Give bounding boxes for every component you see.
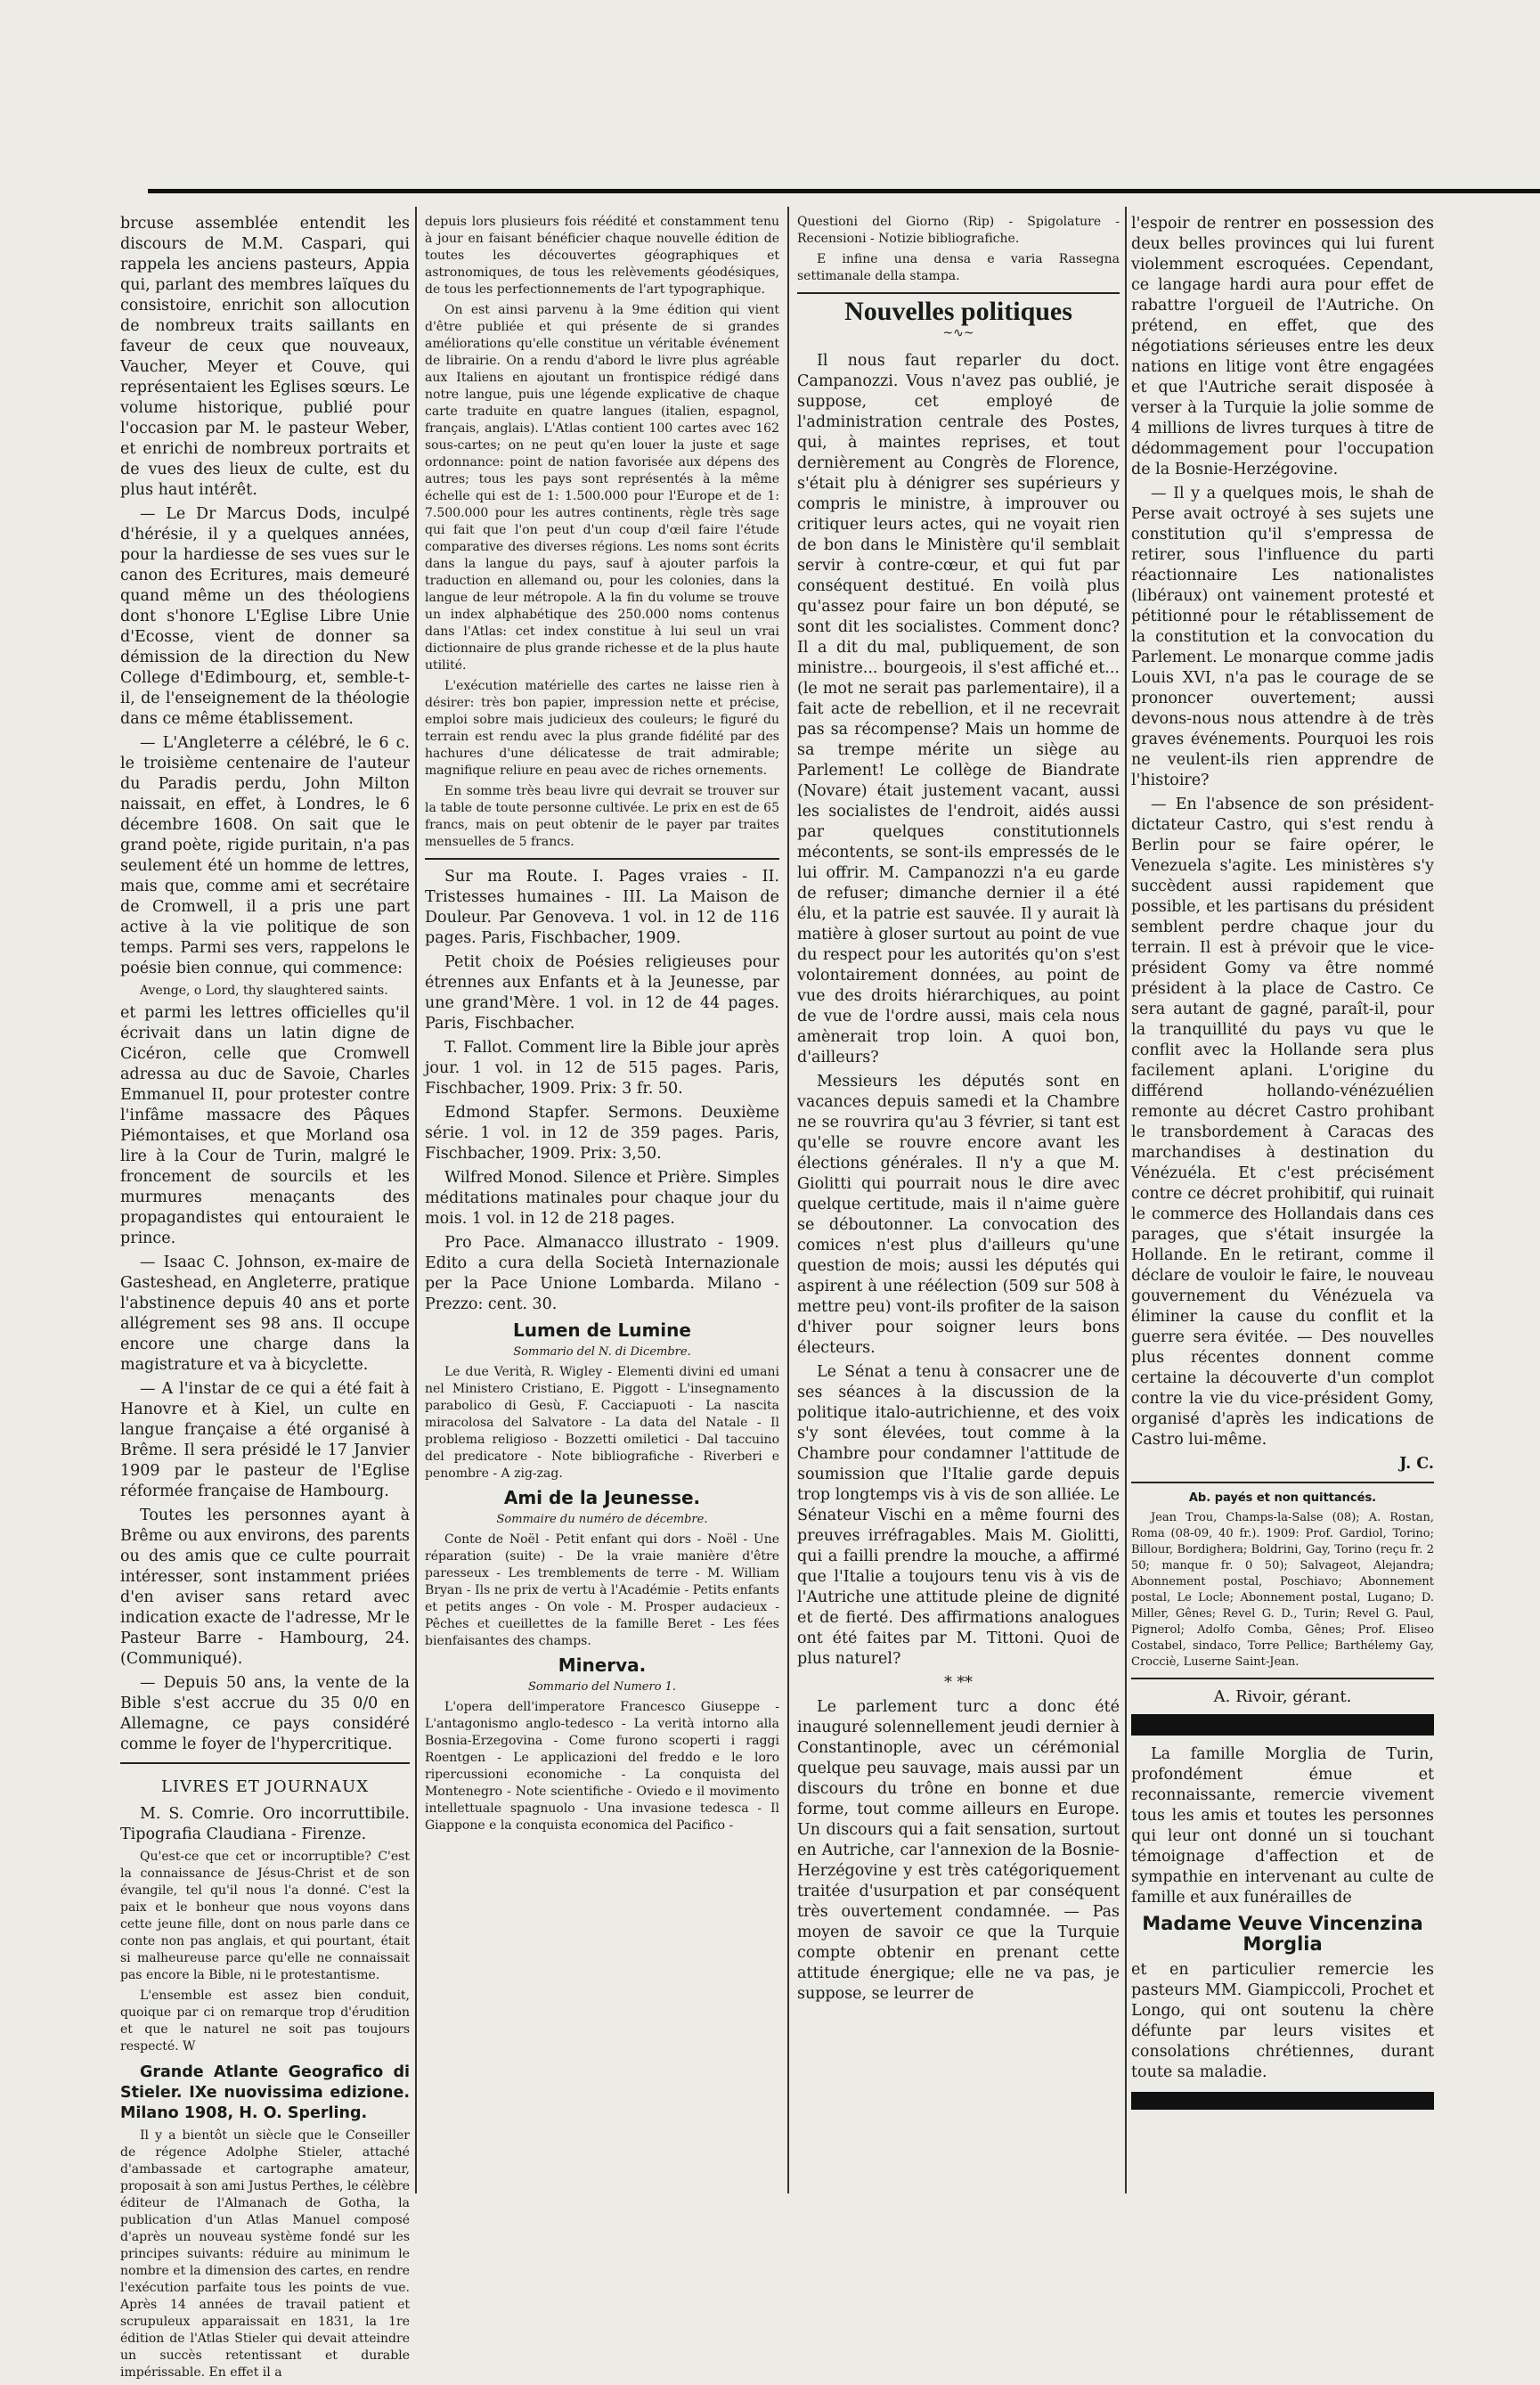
book-review: Il y a bientôt un siècle que le Conseiller de régence Adolphe Stieler, attaché d'ambassade et cartographe amateur, proposait à son ami Justus Perthes, le célèbre éditeur de l'Almanach de Gotha, la publication d'un Atlas Manuel composé d'après un nouveau système fondé sur les principes suivants: réduire au minimum le nombre et la dimension des cartes, en rendre l'exécution parfaite tous les points de vue. Après 14 années de travail patient et scrupuleux apparaissait en 1831, la 1re édition de l'Atlas Stieler qui devait atteindre un succès retentissant et durable impérissable. En effet il a	[120, 2128, 410, 2380]
mourning-bar	[1131, 1714, 1434, 1736]
article-paragraph: brcuse assemblée entendit les discours de M.M. Caspari, qui rappela les anciens pasteurs, Appia qui, parlant des membres laïques du consistoire, enrichit son allocution de nombreux traits saillants en faveur de ceux que nouveaux, Vaucher, Meyer et Couve, qui représentaient les Eglises sœurs. Le volume historique, publié pour l'occasion par M. le pasteur Weber, et enrichi de nombreux portraits et de vues des lieux de culte, est du plus haut intérêt.	[120, 215, 410, 499]
book-review: L'ensemble est assez bien conduit, quoique par ci on remarque trop d'érudition et que le naturel ne soit pas toujours respecté. W	[120, 1989, 410, 2054]
ornament: ~∿~	[942, 326, 974, 340]
top-rule	[148, 189, 1540, 193]
section-divider	[797, 292, 1120, 294]
section-title: Nouvelles politiques	[844, 297, 1072, 326]
separator-stars: * **	[944, 1674, 973, 1692]
periodical-contents: L'opera dell'imperatore Francesco Giuseppe - L'antagonismo anglo-tedesco - La verità intorno alla Bosnia-Erzegovina - Come furono scoperti i raggi Roentgen - Le applicazioni del freddo e le loro ripercussioni economiche - La conquista del Montenegro - Note scientifiche - Oviedo e il movimento intellettuale spagnuolo - Una invasione tedesca - Il Giappone e la conquista economica del Pacifico -	[425, 1700, 779, 1833]
periodical-title: Lumen de Lumine	[513, 1319, 691, 1341]
book-title: Grande Atlante Geografico di Stieler. IXe nuovissima edizione. Milano 1908, H. O. Sperling.	[120, 2063, 410, 2122]
book-title: M. S. Comrie. Oro incorruttibile. Tipografia Claudiana - Firenze.	[120, 1805, 410, 1843]
periodical-contents: Conte de Noël - Petit enfant qui dors - Noël - Une réparation (suite) - De la vraie manière d'être paresseux - Les tremblements de terre - M. William Bryan - Ils ne prix de vertu à l'Académie - Petits enfants et petits anges - On vole - M. Prosper audacieux - Pêches et cueillettes de la famille Beret - Les fées bienfaisantes des champs.	[425, 1532, 779, 1648]
article-paragraph: Messieurs les députés sont en vacances depuis samedi et la Chambre ne se rouvrira qu'au 3 février, si tant est qu'elle se rouvre encore avant les élections générales. Il n'y a que M. Giolitti qui pourrait nous le dire avec quelque certitude, mais il n'aime guère se déboutonner. La convocation des comices n'est plus d'ailleurs qu'une question de mois; aussi les députés qui aspirent à une réélection (509 sur 508 à mettre peu) vont-ils profiter de la saison d'hiver pour soigner leurs bons électeurs.	[797, 1073, 1120, 1357]
periodical-subtitle: Sommaire du numéro de décembre.	[496, 1513, 708, 1526]
book-review: On est ainsi parvenu à la 9me édition qui vient d'être publiée et qui présente de si grandes améliorations qu'elle constitue un véritable événement de librairie. On a rendu d'abord le livre plus agréable aux Italiens en ajoutant un frontispice rédigé dans notre langue, puis une légende explicative de chaque carte traduite en quatre langues (italien, espagnol, français, anglais). L'Atlas contient 100 cartes avec 162 sous-cartes; on ne peut qu'en louer la juste et sage ordonnance: point de nation favorisée aux dépens des autres; tous les pays sont représentés à la même échelle qui est de 1: 1.500.000 pour l'Europe et de 1: 7.500.000 pour les autres continents, règle très sage qui fait que l'on peut d'un coup d'œil faire l'étude comparative des diverses régions. Les noms sont écrits dans la langue du pays, sauf à ajouter parfois la traduction en allemand ou, pour les colonies, dans la langue de leur métropole. A la fin du volume se trouve un index alphabétique des 250.000 noms contenus dans l'Atlas: cet index constitue à lui seul un vrai dictionnaire de plus grande richesse et de la plus haute utilité.	[425, 303, 779, 673]
article-paragraph: — Isaac C. Johnson, ex-maire de Gasteshead, en Angleterre, pratique l'abstinence depuis 40 ans et porte allégrement ses 98 ans. Il occupe encore une charge dans la magistrature et va à bicyclette.	[120, 1254, 410, 1374]
article-paragraph: — L'Angleterre a célébré, le 6 c. le troisième centenaire de l'auteur du Paradis perdu, John Milton naissait, en effet, à Londres, le 6 décembre 1608. On sait que le grand poète, rigide puritain, n'a pas seulement été un homme de lettres, mais que, comme ami et secrétaire de Cromwell, il a pris une part active à la vie politique de son temps. Parmi ses vers, rappelons le poésie bien connue, qui commence:	[120, 734, 410, 977]
column-2	[425, 214, 779, 1838]
article-paragraph: l'espoir de rentrer en possession des deux belles provinces qui lui furent violemment escroquées. Cependant, ce langage hardi aura pour effet de rabattre l'orgueil de l'Autriche. On prétend, en effet, que des négotiations sérieuses entre les deux nations en litige vont être engagées et que l'Autriche serait disposée à verser à la Turquie la jolie somme de 4 millions de livres turques à titre de dédommagement pour l'occupation de la Bosnie-Herzégovine.	[1131, 215, 1434, 478]
book-entry: Petit choix de Poésies religieuses pour étrennes aux Enfants et à la Jeunesse, par une grand'Mère. 1 vol. in 12 de 44 pages. Paris, Fischbacher.	[425, 953, 779, 1033]
deceased-name: Madame Veuve Vincenzina Morglia	[1142, 1913, 1423, 1955]
subscriptions-heading: Ab. payés et non quittancés.	[1188, 1491, 1377, 1505]
periodical-contents: Questioni del Giorno (Rip) - Spigolature - Recensioni - Notizie bibliografiche.	[797, 215, 1120, 246]
book-review: En somme très beau livre qui devrait se trouver sur la table de toute personne cultivée. Le prix en est de 65 francs, mais on peut obtenir de le payer par traites mensuelles de 5 francs.	[425, 784, 779, 849]
periodical-subtitle: Sommario del Numero 1.	[527, 1680, 677, 1694]
periodical-contents: E infine una densa e varia Rassegna settimanale della stampa.	[797, 252, 1120, 283]
book-entry: T. Fallot. Comment lire la Bible jour après jour. 1 vol. in 12 de 515 pages. Paris, Fischbacher, 1909. Prix: 3 fr. 50.	[425, 1039, 779, 1098]
manager-signature: A. Rivoir, gérant.	[1213, 1687, 1352, 1706]
article-paragraph: — A l'instar de ce qui a été fait à Hanovre et à Kiel, un culte en langue française a été organisé à Brême. Il sera présidé le 17 Janvier 1909 par le pasteur de l'Eglise réformée française de Hambourg.	[120, 1380, 410, 1500]
article-paragraph: Il nous faut reparler du doct. Campanozzi. Vous n'avez pas oublié, je suppose, cet employé de l'administration centrale des Postes, qui, à maintes reprises, et tout dernièrement au Congrès de Florence, s'était plu à dénigrer ses supérieurs y compris le ministre, à improuver ou critiquer leurs actes, qui ne voyait rien de bon dans le Ministère qu'il semblait servir à contre-cœur, et qui fut par conséquent destitué. En voilà plus qu'assez pour faire un bon député, se sont dit les socialistes. Comment donc? Il a dit du mal, publiquement, de son ministre... bourgeois, il s'est affiché et... (le mot ne serait pas parlementaire), il a fait acte de rebellion, et il ne recevrait pas sa récompense? Mais un homme de sa trempe mérite un siège au Parlement! Le collège de Biandrate (Novare) était justement vacant, aussi les socialistes de l'endroit, aidés aussi par quelques constitutionnels mécontents, se sont-ils empressés de le lui offrir. M. Campanozzi n'a eu garde de refuser; dimanche dernier il a été élu, et la patrie est sauvée. Il y aurait là matière à gloser surtout au point de vue du respect pour les autorités qu'on s'est volontairement données, au point de vue des droits hiérarchiques, au point de vue de l'ordre aussi, mais cela nous amènerait trop loin. A quoi bon, d'ailleurs?	[797, 352, 1120, 1066]
author-signature: J. C.	[1399, 1455, 1434, 1473]
notice-paragraph: et en particulier remercie les pasteurs MM. Giampiccoli, Prochet et Longo, qui ont soutenu la chère défunte par leurs visites et consolations chrétiennes, durant toute sa maladie.	[1131, 1961, 1434, 2081]
section-heading: LIVRES ET JOURNAUX	[160, 1777, 370, 1796]
column-4	[1131, 214, 1434, 2119]
column-3	[797, 214, 1120, 2008]
column-divider	[415, 207, 417, 2193]
periodical-title: Minerva.	[558, 1654, 647, 1676]
mourning-bar	[1131, 2092, 1434, 2110]
book-entry: Pro Pace. Almanacco illustrato - 1909. Edito a cura della Società Internazionale per la Pace Unione Lombarda. Milano - Prezzo: cent. 30.	[425, 1234, 779, 1313]
article-paragraph: et parmi les lettres officielles qu'il écrivait dans un latin digne de Cicéron, celle que Cromwell adressa au duc de Savoie, Charles Emmanuel II, pour protester contre l'infâme massacre des Pâques Piémontaises, et que Morland osa lire à la Cour de Turin, malgré le froncement de sourcils et les murmures menaçants des propagandistes qui entouraient le prince.	[120, 1004, 410, 1247]
article-paragraph: — En l'absence de son président-dictateur Castro, qui s'est rendu à Berlin pour se faire opérer, le Venezuela s'agite. Les ministères s'y succèdent aussi rapidement que possible, et les partisans du président semblent perdre chaque jour du terrain. Il est à prévoir que le vice-président Gomy va être nommé président à la place de Castro. Ce sera autant de gagné, paraît-il, pour la tranquillité du pays vu que le conflit avec la Hollande sera plus facilement aplani. L'origine du différend hollando-vénézuélien remonte au décret Castro prohibant le transbordement à Caracas des marchandises à destination du Vénézuéla. Et c'est précisément contre ce décret prohibitif, qui ruinait le commerce des Hollandais dans ces parages, que s'était insurgée la Hollande. En le retirant, comme il déclare de vouloir le faire, le nouveau gouvernement du Vénézuela va éliminer la cause du conflit et la guerre sera évitée. — Des nouvelles plus récentes donnent comme certaine la découverte d'un complot contre la vie du vice-président Gomy, organisé d'après les indications de Castro lui-même.	[1131, 796, 1434, 1449]
book-review: depuis lors plusieurs fois réédité et constamment tenu à jour en faisant bénéficier chaque nouvelle édition de toutes les découvertes géographiques et astronomiques, de tous les relèvements géodésiques, de tous les perfectionnements de l'art typographique.	[425, 215, 779, 297]
subscriptions-list: Jean Trou, Champs-la-Salse (08); A. Rostan, Roma (08-09, 40 fr.). 1909: Prof. Gardiol, Torino; Billour, Bordighera; Boldrini, Gay, Torino (reçu fr. 2 50; manque fr. 0 50); Salvageot, Alejandra; Abonnement postal, Poschiavo; Abonnement postal, Le Locle; Abonnement postal, Lugano; D. Miller, Gênes; Revel G. D., Turin; Revel G. Paul, Pignerol; Adolfo Comba, Gênes; Prof. Eliseo Costabel, sindaco, Torre Pellice; Barthélemy Gay, Crocciè, Luserne Saint-Jean.	[1131, 1511, 1434, 1669]
periodical-subtitle: Sommario del N. di Dicembre.	[513, 1345, 691, 1359]
periodical-contents: Le due Verità, R. Wigley - Elementi divini ed umani nel Ministero Cristiano, E. Piggott - L'insegnamento parabolico di Gesù, F. Cacciapuoti - La nascita miracolosa del Salvatore - La data del Natale - Il problema religioso - Bozzetti omiletici - Dal taccuino del predicatore - Note bibliografiche - Riverberi e penombre - A zig-zag.	[425, 1365, 779, 1481]
article-paragraph: Toutes les personnes ayant à Brême ou aux environs, des parents ou des amis que ce culte pourrait intéresser, sont instamment priées d'en aviser sans retard avec indication exacte de l'adresse, Mr le Pasteur Barre - Hambourg, 24. (Communiqué).	[120, 1507, 410, 1668]
column-1	[120, 214, 410, 2385]
article-paragraph: — Depuis 50 ans, la vente de la Bible s'est accrue du 35 0/0 en Allemagne, ce pays considéré comme le foyer de l'hypercritique.	[120, 1674, 410, 1753]
book-entry: Sur ma Route. I. Pages vraies - II. Tristesses humaines - III. La Maison de Douleur. Par Genoveva. 1 vol. in 12 de 116 pages. Paris, Fischbacher, 1909.	[425, 868, 779, 947]
section-divider	[1131, 1482, 1434, 1483]
article-paragraph: Le parlement turc a donc été inauguré solennellement jeudi dernier à Constantinople, avec un cérémonial quelque peu sauvage, mais aussi par un discours du trône en bonne et due forme, tout comme ailleurs en Europe. Un discours qui a fait sensation, surtout en Autriche, car l'annexion de la Bosnie-Herzégovine y est très catégoriquement traitée d'usurpation et par conséquent très ouvertement condamnée. — Pas moyen de savoir ce que la Turquie compte obtenir en prenant cette attitude énergique; elle ne va pas, je suppose, se leurrer de	[797, 1698, 1120, 2003]
book-review: L'exécution matérielle des cartes ne laisse rien à désirer: très bon papier, impression nette et précise, emploi sobre mais judicieux des couleurs; le figuré du terrain est rendu avec la plus grande fidélité par des hachures d'une délicatesse de trait admirable; magnifique reliure en peau avec de riches ornements.	[425, 679, 779, 778]
book-entry: Edmond Stapfer. Sermons. Deuxième série. 1 vol. in 12 de 359 pages. Paris, Fischbacher, 1909. Prix: 3,50.	[425, 1104, 779, 1163]
book-entry: Wilfred Monod. Silence et Prière. Simples méditations matinales pour chaque jour du mois. 1 vol. in 12 de 218 pages.	[425, 1169, 779, 1228]
section-divider	[1131, 1678, 1434, 1679]
article-paragraph: Le Sénat a tenu à consacrer une de ses séances à la discussion de la politique italo-autrichienne, et des voix s'y sont élevées, tout comme à la Chambre pour condamner l'attitude de soumission que l'Italie garde depuis trop longtemps vis à vis de son alliée. Le Sénateur Vischi en a même fourni des preuves irréfragables. Mais M. Giolitti, qui a failli prendre la mouche, a affirmé que l'Italie a toujours tenu vis à vis de l'Autriche une attitude pleine de dignité et de fierté. Des affirmations analogues ont été faites par M. Tittoni. Quoi de plus naturel?	[797, 1363, 1120, 1668]
notice-paragraph: La famille Morglia de Turin, profondément émue et reconnaissante, remercie vivement tous les amis et toutes les personnes qui leur ont donné un si touchant témoignage d'affection et de sympathie en intervenant au culte de famille et aux funérailles de	[1131, 1745, 1434, 1907]
article-paragraph: — Le Dr Marcus Dods, inculpé d'hérésie, il y a quelques années, pour la hardiesse de ses vues sur le canon des Ecritures, mais demeuré quand même un des théologiens dont s'honore L'Eglise Libre Unie d'Ecosse, vient de donner sa démission de la direction du New College d'Edimbourg, et, semble-t-il, de l'enseignement de la théologie dans ce même établissement.	[120, 505, 410, 728]
section-divider	[425, 858, 779, 860]
periodical-title: Ami de la Jeunesse.	[503, 1487, 701, 1508]
column-divider	[787, 207, 789, 2193]
column-divider	[1125, 207, 1127, 2193]
book-review: Qu'est-ce que cet or incorruptible? C'est la connaissance de Jésus-Christ et de son évangile, tel qu'il nous l'a donné. C'est la paix et le bonheur que nous voyons dans cette jeune fille, dont on nous parle dans ce conte non pas anglais, et qui pourtant, était si malheureuse parce qu'elle ne connaissait pas encore la Bible, ni le protestantisme.	[120, 1850, 410, 1982]
section-divider	[120, 1762, 410, 1764]
article-paragraph: — Il y a quelques mois, le shah de Perse avait octroyé à ses sujets une constitution qu'il s'empressa de retirer, sous l'influence du parti réactionnaire Les nationalistes (libéraux) ont vainement protesté et pétitionné pour le rétablissement de la constitution et la convocation du Parlement. Le monarque comme jadis Louis XVI, n'a pas le courage de se prononcer ouvertement; aussi devons-nous nous attendre à de très graves événements. Pourquoi les rois ne veulent-ils rien apprendre de l'histoire?	[1131, 485, 1434, 789]
quote-line: Avenge, o Lord, thy slaughtered saints.	[140, 984, 388, 998]
